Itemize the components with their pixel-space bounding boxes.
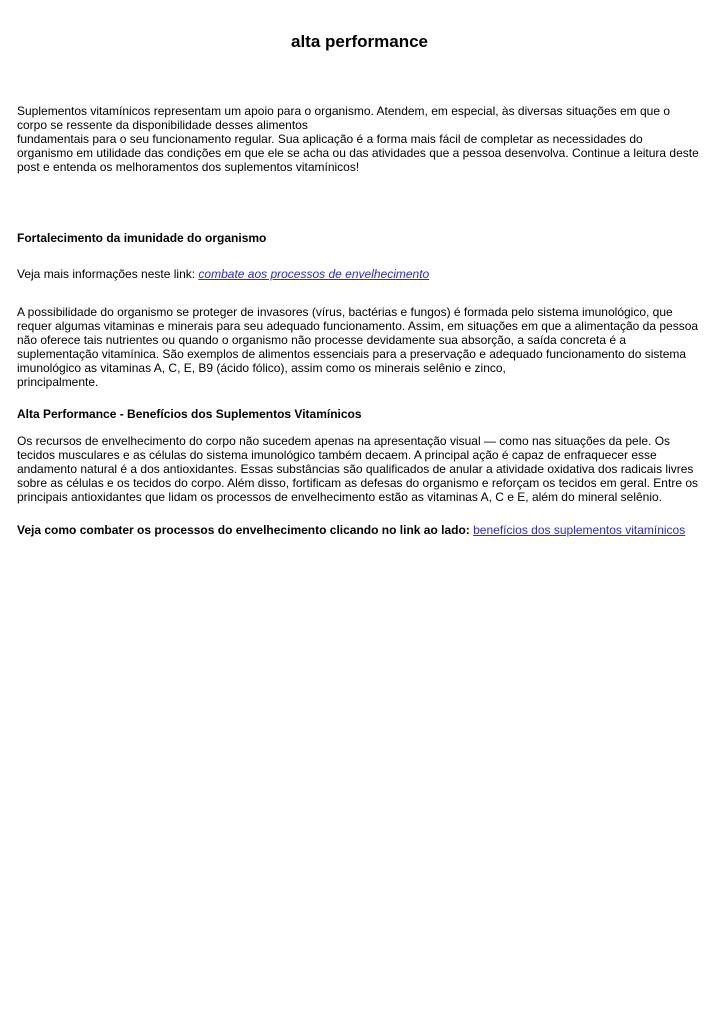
intro-line-1: Suplementos vitamínicos representam um apoio para o organismo. Atendem, em especial, às diversas situações em que o corpo se ressente da disponibilidade desses alimentos bbox=[17, 104, 671, 132]
immunity-paragraph-line-2: principalmente. bbox=[17, 375, 99, 389]
intro-line-2: fundamentais para o seu funcionamento regular. Sua aplicação é a forma mais fácil de completar as necessidades do organismo em utilidade das condições em que ele se acha ou das atividades que a pessoa desenvolva. Continue a leitura deste post e entenda os melhoramentos dos suplementos vitamínicos! bbox=[17, 132, 699, 174]
final-call-to-action bbox=[17, 523, 699, 537]
immunity-paragraph bbox=[17, 305, 699, 389]
document-title: alta performance bbox=[291, 32, 428, 51]
section-heading-immunity: Fortalecimento da imunidade do organismo bbox=[17, 231, 267, 245]
more-info-prefix: Veja mais informações neste link: bbox=[17, 267, 199, 281]
benefits-paragraph: Os recursos de envelhecimento do corpo não sucedem apenas na apresentação visual — como nas situações da pele. Os tecidos musculares e as células do sistema imunológico também decaem. A principal ação é capaz de enfraquecer esse andamento natural é a dos antioxidantes. Essas substâncias são qualificados de anular a atividade oxidativa dos radicais livres sobre as células e os tecidos do corpo. Além disso, fortificam as defesas do organismo e reforçam os tecidos em geral. Entre os principais antioxidantes que lidam os processos de envelhecimento estão as vitaminas A, C e E, além do mineral selênio. bbox=[17, 434, 698, 504]
section-heading-benefits: Alta Performance - Benefícios dos Suplementos Vitamínicos bbox=[17, 407, 362, 421]
supplements-benefits-link[interactable]: benefícios dos suplementos vitamínicos bbox=[473, 523, 686, 537]
intro-paragraph bbox=[17, 104, 699, 174]
aging-processes-link[interactable]: combate aos processos de envelhecimento bbox=[198, 267, 430, 281]
final-lead-text: Veja como combater os processos do envelhecimento clicando no link ao lado: bbox=[17, 523, 474, 537]
immunity-paragraph-line-1: A possibilidade do organismo se proteger de invasores (vírus, bactérias e fungos) é formada pelo sistema imunológico, que requer algumas vitaminas e minerais para seu adequado funcionamento. Assim, em situações em que a alimentação da pessoa não oferece tais nutrientes ou quando o organismo não processe devidamente sua absorção, a saída concreta é a suplementação vitamínica. São exemplos de alimentos essenciais para a preservação e adequado funcionamento do sistema imunológico as vitaminas A, C, E, B9 (ácido fólico), assim como os minerais selênio e zinco, bbox=[17, 305, 699, 375]
more-info-line bbox=[17, 267, 699, 281]
